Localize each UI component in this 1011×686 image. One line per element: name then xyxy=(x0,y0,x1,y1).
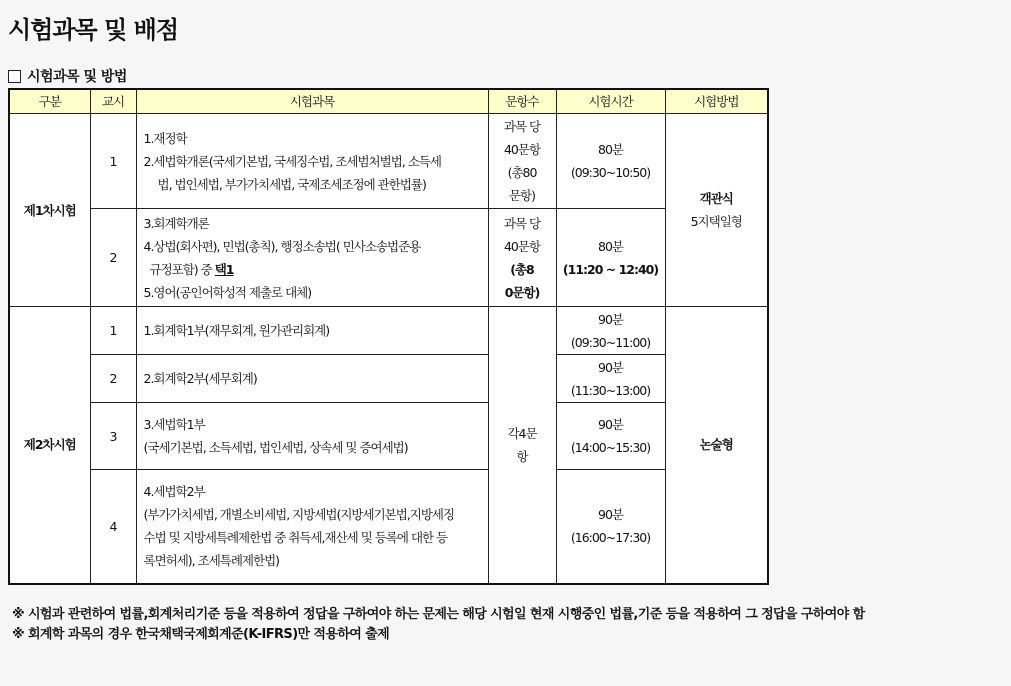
time-cell xyxy=(556,209,665,307)
subject-line: 4.상법(회사편), 민법(총칙), 행정소송법( 민사소송법준용 xyxy=(143,238,421,254)
subject-line: 록면허세), 조세특례제한법) xyxy=(143,553,280,569)
section-heading xyxy=(8,66,127,86)
notes xyxy=(12,605,865,645)
stage-second: 제2차시험 xyxy=(9,307,90,584)
header-subject: 시험과목 xyxy=(136,89,488,114)
subject-line: 수법 및 지방세특례제한법 중 취득세,재산세 및 등록에 대한 등 xyxy=(143,530,448,546)
method-first xyxy=(665,114,768,307)
questions-cell xyxy=(488,209,556,307)
time-range: (11:20 ~ 12:40) xyxy=(562,261,659,277)
questions-line: 항 xyxy=(516,448,528,464)
choose-one-emphasis: 택1 xyxy=(214,261,234,277)
questions-line: 과목 당 xyxy=(503,119,541,134)
subject-cell xyxy=(136,470,488,584)
period-cell: 1 xyxy=(90,307,136,355)
time-duration: 90분 xyxy=(598,417,623,432)
time-duration: 90분 xyxy=(598,311,623,327)
time-duration: 80분 xyxy=(598,142,623,157)
method-line: 5지택일형 xyxy=(690,214,742,229)
method-second: 논술형 xyxy=(665,307,768,584)
stage-first: 제1차시험 xyxy=(9,114,90,307)
subject-line: 법, 법인세법, 부가가치세법, 국제조세조정에 관한법률) xyxy=(157,176,426,192)
time-duration: 80분 xyxy=(598,238,623,254)
page-title: 시험과목 및 배점 xyxy=(8,16,178,44)
questions-line: (총8 xyxy=(510,261,534,277)
table-row xyxy=(9,403,768,470)
questions-cell xyxy=(488,114,556,209)
period-cell: 2 xyxy=(90,355,136,403)
note-law-standard: ※ 시험과 관련하여 법률,회계처리기준 등을 적용하여 정답을 구하여야 하는 문제는 해당 시험일 현재 시행중인 법률,기준 등을 적용하여 그 정답을 구하여야 함 xyxy=(12,607,865,622)
time-range: (16:00~17:30) xyxy=(570,530,651,546)
subject-line: 1.재정학 xyxy=(143,130,187,146)
header-category: 구분 xyxy=(9,89,90,114)
method-line: 객관식 xyxy=(699,191,733,206)
period-cell: 4 xyxy=(90,470,136,584)
subject-line: 5.영어(공인어학성적 제출로 대체) xyxy=(143,284,312,300)
subject-line: 3.세법학1부 xyxy=(143,417,205,432)
header-time: 시험시간 xyxy=(556,89,665,114)
time-cell xyxy=(556,470,665,584)
table-row xyxy=(9,470,768,584)
time-cell xyxy=(556,403,665,470)
note-kifrs: ※ 회계학 과목의 경우 한국채택국제회계준(K-IFRS)만 적용하여 출제 xyxy=(12,627,390,642)
table-row xyxy=(9,355,768,403)
questions-line: 40문항 xyxy=(503,238,541,254)
subject-cell xyxy=(136,355,488,403)
time-cell xyxy=(556,307,665,355)
table-row xyxy=(9,307,768,355)
table-header-row xyxy=(9,89,768,114)
subject-line: 2.회계학2부(세무회계) xyxy=(143,371,257,386)
square-bullet-icon xyxy=(8,70,21,83)
period-cell: 3 xyxy=(90,403,136,470)
subject-cell xyxy=(136,209,488,307)
period-cell: 2 xyxy=(90,209,136,307)
header-period: 교시 xyxy=(90,89,136,114)
questions-line: 0문항) xyxy=(504,284,540,300)
questions-line: 40문항 xyxy=(503,142,541,157)
time-range: (11:30~13:00) xyxy=(570,382,651,398)
time-cell xyxy=(556,114,665,209)
questions-line: 문항) xyxy=(508,188,536,203)
period-cell: 1 xyxy=(90,114,136,209)
time-duration: 90분 xyxy=(598,507,623,523)
subject-line xyxy=(144,258,484,281)
exam-table xyxy=(8,88,769,585)
header-questions: 문항수 xyxy=(488,89,556,114)
time-range: (14:00~15:30) xyxy=(570,440,651,455)
questions-line: (총80 xyxy=(507,165,537,180)
time-duration: 90분 xyxy=(598,359,623,375)
header-method: 시험방법 xyxy=(665,89,768,114)
subject-cell xyxy=(136,307,488,355)
section-heading-label: 시험과목 및 방법 xyxy=(27,69,127,85)
subject-cell xyxy=(136,114,488,209)
subject-text: 규정포함) 중 xyxy=(149,261,215,277)
subject-line: 1.회계학1부(재무회계, 원가관리회계) xyxy=(143,323,330,338)
subject-line: (국세기본법, 소득세법, 법인세법, 상속세 및 증여세법) xyxy=(143,440,408,455)
questions-second xyxy=(488,307,556,584)
time-cell xyxy=(556,355,665,403)
time-range: (09:30~11:00) xyxy=(570,334,651,350)
time-range: (09:30~10:50) xyxy=(570,165,651,180)
questions-line: 각4문 xyxy=(507,425,537,441)
subject-line: 2.세법학개론(국세기본법, 국세징수법, 조세범처벌법, 소득세 xyxy=(143,153,441,169)
table-row xyxy=(9,209,768,307)
subject-line: 3.회계학개론 xyxy=(143,215,209,231)
subject-line: 4.세법학2부 xyxy=(143,484,205,500)
questions-line: 과목 당 xyxy=(503,215,541,231)
table-row xyxy=(9,114,768,209)
subject-line: (부가가치세법, 개별소비세법, 지방세법(지방세기본법,지방세징 xyxy=(143,507,455,523)
subject-cell xyxy=(136,403,488,470)
